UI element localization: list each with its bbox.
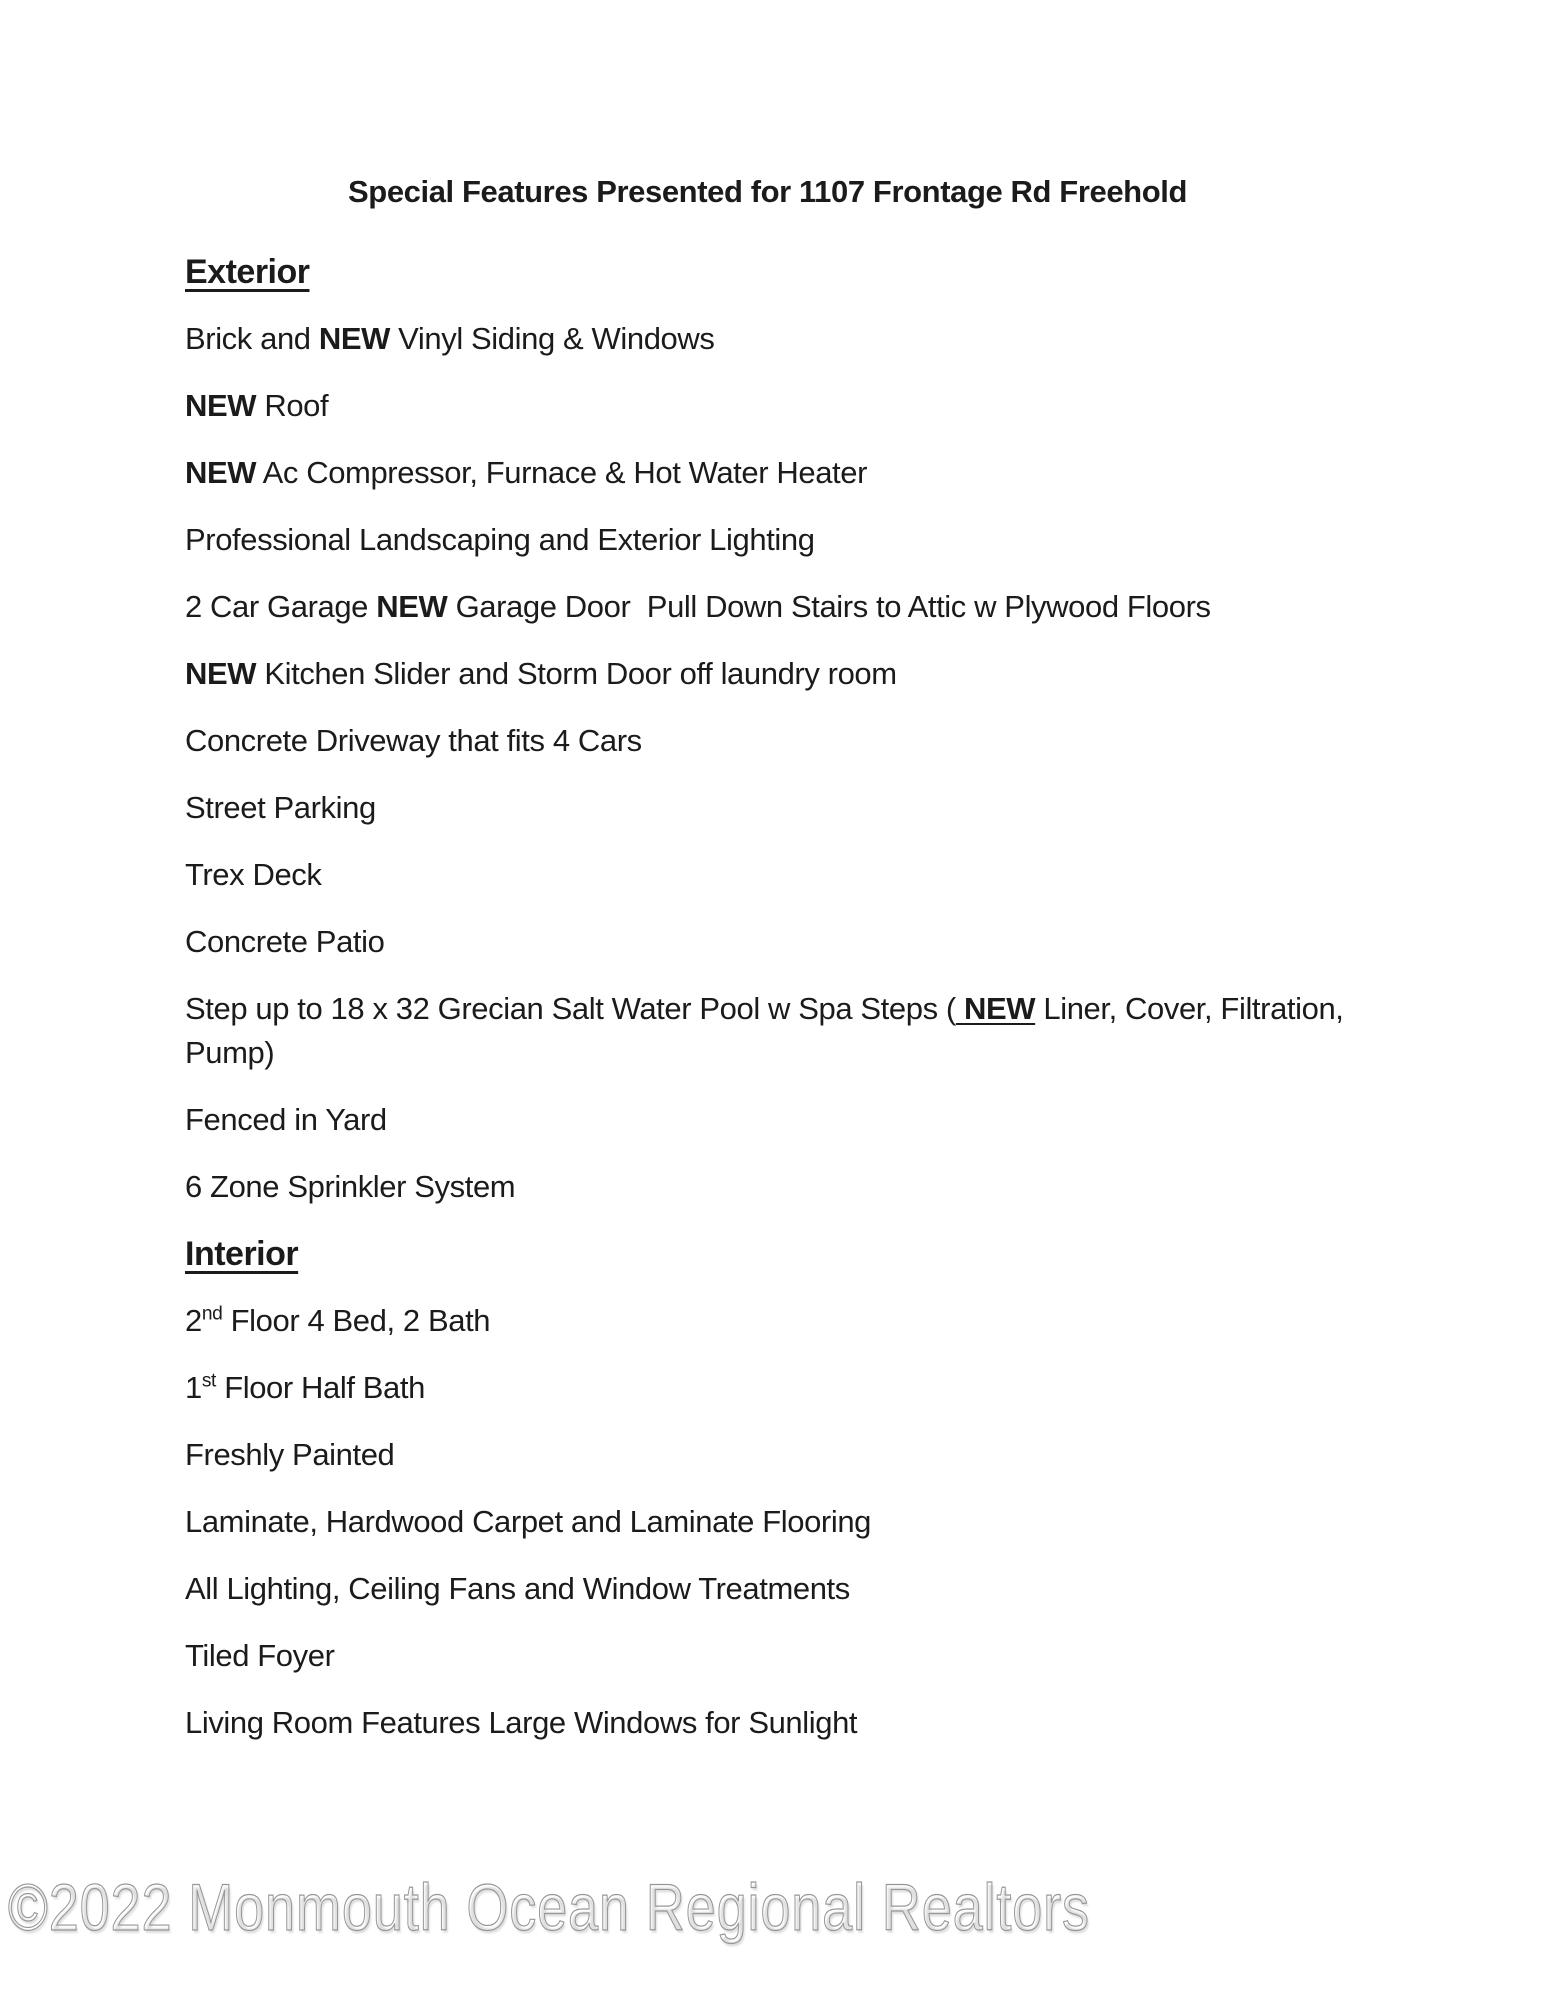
text-segment: Floor 4 Bed, 2 Bath bbox=[222, 1303, 491, 1338]
feature-item bbox=[185, 987, 1350, 1075]
feature-item bbox=[185, 1366, 1350, 1410]
feature-item bbox=[185, 1567, 1350, 1611]
text-segment: Roof bbox=[256, 388, 329, 423]
text-segment: Kitchen Slider and Storm Door off laundry room bbox=[256, 656, 897, 691]
feature-item bbox=[185, 585, 1350, 629]
feature-item bbox=[185, 652, 1350, 696]
text-segment: nd bbox=[201, 1303, 223, 1325]
feature-item bbox=[185, 786, 1350, 830]
text-segment: Vinyl Siding & Windows bbox=[389, 321, 715, 356]
feature-item bbox=[185, 384, 1350, 428]
feature-item bbox=[185, 317, 1350, 361]
feature-item bbox=[185, 1433, 1350, 1477]
text-segment: Trex Deck bbox=[185, 857, 322, 892]
document-content bbox=[185, 170, 1350, 1768]
text-segment: Garage Door Pull Down Stairs to Attic w Plywood Floors bbox=[447, 589, 1211, 624]
text-segment: Fenced in Yard bbox=[185, 1102, 387, 1137]
feature-item bbox=[185, 1165, 1350, 1209]
feature-item bbox=[185, 1299, 1350, 1343]
copyright-watermark: ©2022 Monmouth Ocean Regional Realtors bbox=[8, 1870, 1090, 1944]
feature-item bbox=[185, 518, 1350, 562]
feature-item bbox=[185, 920, 1350, 964]
text-segment: NEW bbox=[185, 388, 257, 423]
feature-item bbox=[185, 719, 1350, 763]
text-segment: Street Parking bbox=[185, 790, 376, 825]
feature-item bbox=[185, 451, 1350, 495]
text-segment: Concrete Patio bbox=[185, 924, 385, 959]
feature-item bbox=[185, 1701, 1350, 1745]
text-segment: Brick and bbox=[185, 321, 319, 356]
text-segment: Concrete Driveway that fits 4 Cars bbox=[185, 723, 642, 758]
feature-item bbox=[185, 1098, 1350, 1142]
feature-item bbox=[185, 1634, 1350, 1678]
text-segment: NEW bbox=[318, 321, 390, 356]
text-segment: Laminate, Hardwood Carpet and Laminate Flooring bbox=[185, 1504, 871, 1539]
section-items bbox=[185, 317, 1350, 1209]
text-segment: 2 Car Garage bbox=[185, 589, 377, 624]
text-segment: NEW bbox=[376, 589, 448, 624]
text-segment bbox=[956, 991, 964, 1026]
text-segment: Living Room Features Large Windows for Sunlight bbox=[185, 1705, 858, 1740]
text-segment: NEW bbox=[185, 656, 257, 691]
text-segment: Freshly Painted bbox=[185, 1437, 395, 1472]
feature-item bbox=[185, 853, 1350, 897]
text-segment: Floor Half Bath bbox=[215, 1370, 425, 1405]
text-segment: Ac Compressor, Furnace & Hot Water Heater bbox=[256, 455, 868, 490]
text-segment: 2 bbox=[185, 1303, 202, 1338]
text-segment: st bbox=[201, 1370, 216, 1392]
text-segment: NEW bbox=[964, 991, 1036, 1026]
text-segment: 6 Zone Sprinkler System bbox=[185, 1169, 516, 1204]
text-segment: 1 bbox=[185, 1370, 202, 1405]
section-exterior bbox=[185, 250, 1350, 1209]
feature-item bbox=[185, 1500, 1350, 1544]
text-segment: NEW bbox=[185, 455, 257, 490]
section-interior bbox=[185, 1232, 1350, 1745]
section-heading: Exterior bbox=[185, 253, 310, 291]
text-segment: Tiled Foyer bbox=[185, 1638, 335, 1673]
text-segment: All Lighting, Ceiling Fans and Window Treatments bbox=[185, 1571, 850, 1606]
section-items bbox=[185, 1299, 1350, 1745]
text-segment: Professional Landscaping and Exterior Lighting bbox=[185, 522, 815, 557]
text-segment: Step up to 18 x 32 Grecian Salt Water Pool w Spa Steps ( bbox=[185, 991, 956, 1026]
text-segment: Liner, Cover, Filtration, Pump) bbox=[185, 991, 1352, 1070]
document-title: Special Features Presented for 1107 Frontage Rd Freehold bbox=[348, 174, 1187, 209]
section-heading: Interior bbox=[185, 1235, 299, 1273]
